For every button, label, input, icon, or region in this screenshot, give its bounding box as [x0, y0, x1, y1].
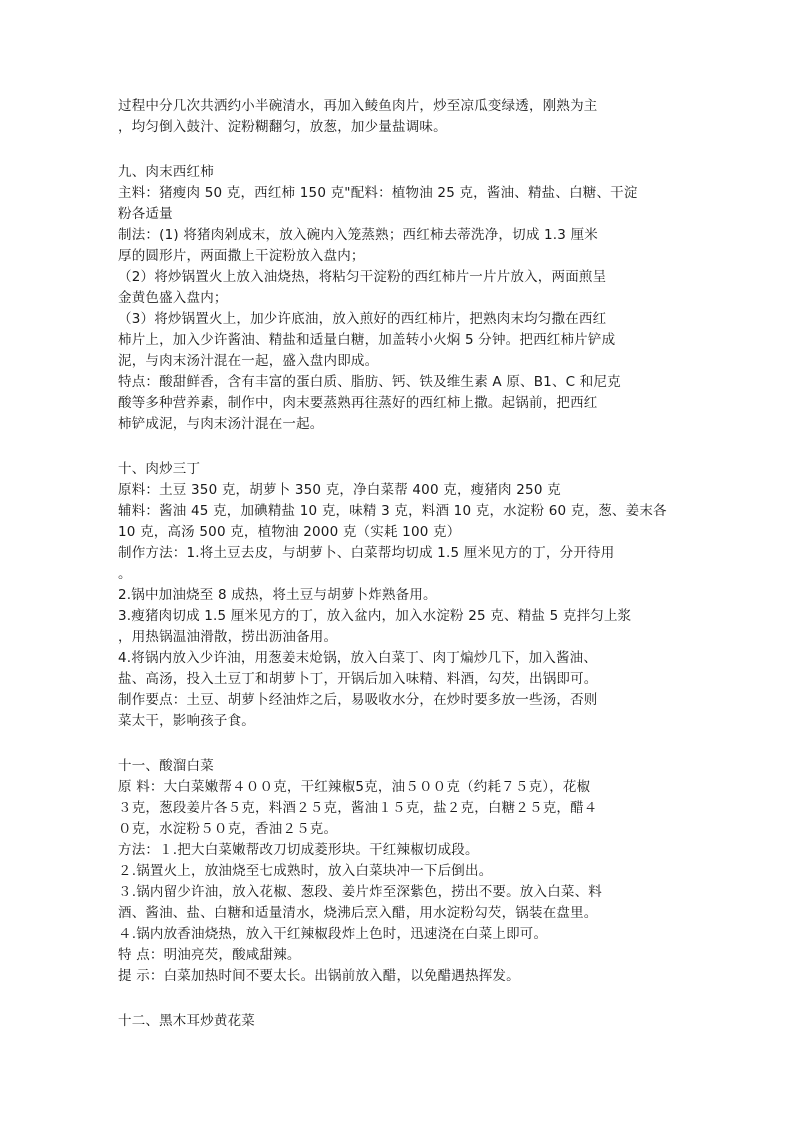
section-title: 十、肉炒三丁 — [118, 461, 201, 477]
spacer — [118, 732, 678, 756]
text-line: 制作方法：1.将土豆去皮，与胡萝卜、白菜帮均切成 1.5 厘米见方的丁，分开待用 — [118, 545, 615, 561]
text-line: ，均匀倒入鼓汁、淀粉糊翻匀，放葱，加少量盐调味。 — [118, 119, 447, 135]
text-line: 方法：１.把大白菜嫩帮改刀切成菱形块。干红辣椒切成段。 — [118, 842, 479, 858]
text-line: 10 克，高汤 500 克，植物油 2000 克（实耗 100 克） — [118, 524, 461, 540]
text-line: 辅料：酱油 45 克，加碘精盐 10 克，味精 3 克，料酒 10 克，水淀粉 60 克，葱、姜末各 — [118, 503, 667, 519]
intro-paragraph — [118, 96, 678, 138]
section-title: 十一、酸溜白菜 — [118, 758, 214, 774]
text-line: 制法：(1) 将猪肉剁成末，放入碗内入笼蒸熟；西红柿去蒂洗净，切成 1.3 厘米 — [118, 227, 598, 243]
section-title: 十二、黑木耳炒黄花菜 — [118, 1013, 255, 1029]
text-line: 柿铲成泥，与肉末汤汁混在一起。 — [118, 416, 324, 432]
recipe-section-12 — [118, 1011, 678, 1032]
text-line: 原料：土豆 350 克，胡萝卜 350 克，净白菜帮 400 克，瘦猪肉 250 克 — [118, 482, 561, 498]
text-line: 特 点：明油亮芡，酸咸甜辣。 — [118, 947, 301, 963]
text-line: ４.锅内放香油烧热，放入干红辣椒段炸上色时，迅速浇在白菜上即可。 — [118, 926, 548, 942]
text-line: 酸等多种营养素，制作中，肉末要蒸熟再往蒸好的西红柿上撒。起锅前，把西红 — [118, 395, 598, 411]
text-line: 泥，与肉末汤汁混在一起，盛入盘内即成。 — [118, 353, 379, 369]
text-line: 提 示：白菜加热时间不要太长。出锅前放入醋，以免醋遇热挥发。 — [118, 968, 520, 984]
recipe-section-9 — [118, 162, 678, 435]
text-line: 酒、酱油、盐、白糖和适量清水，烧沸后烹入醋，用水淀粉勾芡，锅装在盘里。 — [118, 905, 598, 921]
text-line: 菜太干，影响孩子食。 — [118, 713, 255, 729]
text-line: 主料：猪瘦肉 50 克，西红柿 150 克"配料：植物油 25 克，酱油、精盐、白糖、干淀 — [118, 185, 638, 201]
spacer — [118, 435, 678, 459]
text-line: ３.锅内留少许油，放入花椒、葱段、姜片炸至深紫色，捞出不要。放入白菜、料 — [118, 884, 602, 900]
text-line: （3）将炒锅置火上，加少许底油，放入煎好的西红柿片，把熟肉末均匀撒在西红 — [118, 311, 607, 327]
text-line: 3.瘦猪肉切成 1.5 厘米见方的丁，放入盆内，加入水淀粉 25 克、精盐 5 克拌匀上浆 — [118, 608, 632, 624]
text-line: ，用热锅温油滑散，捞出沥油备用。 — [118, 629, 338, 645]
text-line: ２.锅置火上，放油烧至七成熟时，放入白菜块冲一下后倒出。 — [118, 863, 493, 879]
spacer — [118, 987, 678, 1011]
document-page — [118, 96, 678, 1032]
text-line: 2.锅中加油烧至 8 成热，将土豆与胡萝卜炸熟备用。 — [118, 587, 437, 603]
text-line: ３克，葱段姜片各５克，料酒２５克，酱油１５克，盐２克，白糖２５克，醋４ — [118, 800, 598, 816]
text-line: 特点：酸甜鲜香，含有丰富的蛋白质、脂肪、钙、铁及维生素 A 原、B1、C 和尼克 — [118, 374, 621, 390]
text-line: ０克，水淀粉５０克，香油２５克。 — [118, 821, 338, 837]
text-line: 粉各适量 — [118, 206, 173, 222]
text-line: 4.将锅内放入少许油，用葱姜末炝锅，放入白菜丁、肉丁煸炒几下，加入酱油、 — [118, 650, 598, 666]
text-line: 制作要点：土豆、胡萝卜经油炸之后，易吸收水分，在炒时要多放一些汤，否则 — [118, 692, 598, 708]
text-line: 盐、高汤，投入土豆丁和胡萝卜丁，开锅后加入味精、料酒，勾芡，出锅即可。 — [118, 671, 598, 687]
spacer — [118, 138, 678, 162]
text-line: （2）将炒锅置火上放入油烧热，将粘匀干淀粉的西红柿片一片片放入，两面煎呈 — [118, 269, 607, 285]
text-line: 厚的圆形片，两面撒上干淀粉放入盘内； — [118, 248, 365, 264]
section-title: 九、肉末西红柿 — [118, 164, 214, 180]
recipe-section-11 — [118, 756, 678, 987]
text-line: 。 — [118, 566, 132, 582]
text-line: 原 料：大白菜嫩帮４００克，干红辣椒5克，油５００克（约耗７５克），花椒 — [118, 779, 591, 795]
text-line: 过程中分几次共洒约小半碗清水，再加入鲮鱼肉片，炒至凉瓜变绿透，刚熟为主 — [118, 98, 598, 114]
text-line: 柿片上，加入少许酱油、精盐和适量白糖，加盖转小火焖 5 分钟。把西红柿片铲成 — [118, 332, 616, 348]
text-line: 金黄色盛入盘内； — [118, 290, 228, 306]
recipe-section-10 — [118, 459, 678, 732]
